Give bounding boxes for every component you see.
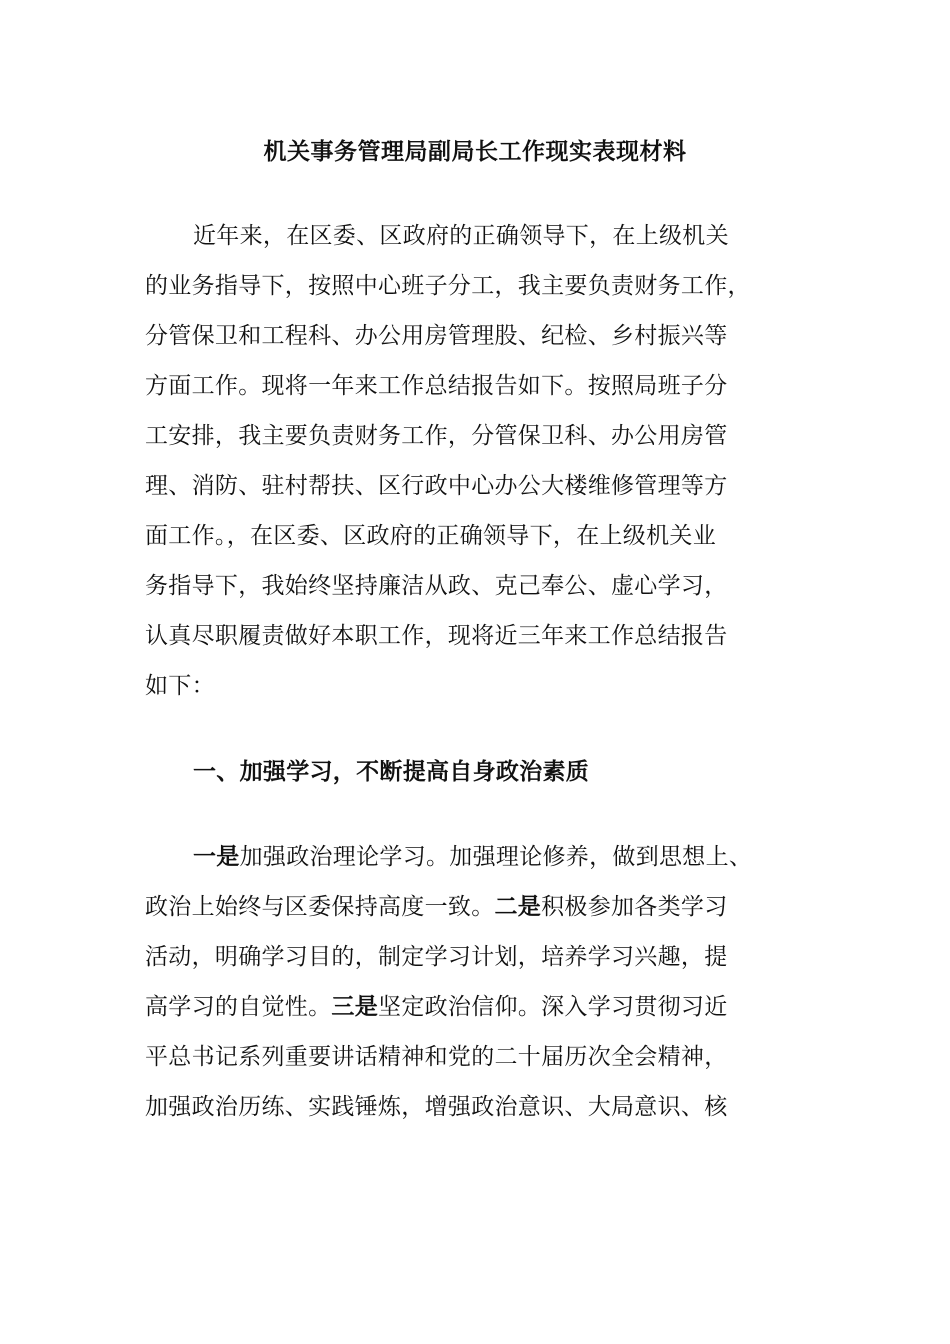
section-line (193, 842, 752, 872)
point-text: 政治上始终与区委保持高度一致。 (145, 894, 495, 920)
intro-line: 理、消防、驻村帮扶、区行政中心办公大楼维修管理等方 (145, 473, 728, 499)
section-line: 平总书记系列重要讲话精神和党的二十届历次全会精神， (145, 1044, 728, 1070)
section-line (145, 892, 728, 922)
point-label: 二是 (494, 894, 542, 920)
point-text: 积极参加各类学习 (541, 894, 728, 920)
point-label: 三是 (331, 994, 379, 1020)
intro-line: 认真尽职履责做好本职工作，现将近三年来工作总结报告 (145, 623, 728, 649)
point-text: 加强政治理论学习。加强理论修养，做到思想上、 (239, 844, 753, 870)
page-title: 机关事务管理局副局长工作现实表现材料 (263, 139, 687, 165)
intro-line: 近年来，在区委、区政府的正确领导下，在上级机关 (193, 223, 729, 249)
point-label: 一是 (193, 844, 240, 870)
point-text: 坚定政治信仰。深入学习贯彻习近 (378, 994, 728, 1020)
section-heading: 一、加强学习，不断提高自身政治素质 (193, 759, 590, 785)
intro-line: 的业务指导下，按照中心班子分工，我主要负责财务工作， (145, 273, 751, 299)
intro-line: 面工作。，在区委、区政府的正确领导下，在上级机关业 (145, 523, 716, 549)
section-line: 活动，明确学习目的，制定学习计划，培养学习兴趣，提 (145, 944, 728, 970)
section-line (145, 992, 728, 1022)
section-line: 加强政治历练、实践锤炼，增强政治意识、大局意识、核 (145, 1094, 728, 1120)
intro-line: 分管保卫和工程科、办公用房管理股、纪检、乡村振兴等 (145, 323, 728, 349)
intro-line: 工安排，我主要负责财务工作，分管保卫科、办公用房管 (145, 423, 728, 449)
intro-line: 务指导下，我始终坚持廉洁从政、克己奉公、虚心学习， (145, 573, 728, 599)
intro-line: 方面工作。现将一年来工作总结报告如下。按照局班子分 (145, 373, 728, 399)
point-text: 高学习的自觉性。 (145, 994, 332, 1020)
intro-line: 如下： (145, 673, 215, 699)
